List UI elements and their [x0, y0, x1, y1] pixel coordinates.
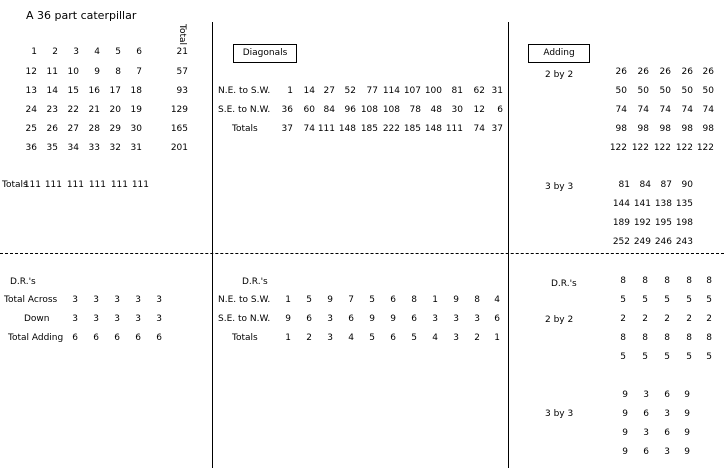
grid-cell: 2 — [52, 47, 58, 57]
dr-left-cell: 3 — [156, 295, 162, 305]
grid-cell: 30 — [130, 124, 142, 134]
dr-right-2by2-cell: 8 — [620, 276, 626, 286]
adding-2by2-cell: 50 — [659, 86, 671, 96]
dr-mid-cell: 9 — [390, 314, 396, 324]
adding-3by3-cell: 195 — [654, 218, 672, 228]
grid-cell: 10 — [67, 67, 79, 77]
adding-2by2-cell: 50 — [681, 86, 693, 96]
adding-2by2-cell: 122 — [631, 143, 649, 153]
grid-cell: 3 — [73, 47, 79, 57]
adding-2by2-cell: 74 — [637, 105, 649, 115]
adding-2by2-cell: 50 — [702, 86, 714, 96]
adding-2by2-cell: 74 — [615, 105, 627, 115]
row-total: 165 — [170, 124, 188, 134]
grid-cell: 20 — [109, 105, 121, 115]
diagonal-row-label: S.E. to N.W. — [218, 105, 271, 115]
dr-left-cell: 6 — [72, 333, 78, 343]
dr-right-2by2-cell: 8 — [686, 333, 692, 343]
adding-3by3-cell: 84 — [639, 180, 651, 190]
dr-left-cell: 3 — [93, 314, 99, 324]
adding-3by3-cell: 138 — [654, 199, 672, 209]
row-total: 201 — [170, 143, 188, 153]
dr-left-heading: D.R.'s — [10, 277, 36, 287]
dr-right-3by3-label: 3 by 3 — [545, 409, 574, 419]
dr-left-cell: 3 — [135, 314, 141, 324]
dr-right-2by2-cell: 5 — [620, 352, 626, 362]
dr-right-2by2-cell: 5 — [664, 352, 670, 362]
diagonal-cell: 60 — [303, 105, 315, 115]
dr-right-2by2-cell: 5 — [642, 295, 648, 305]
diagonal-cell: 6 — [497, 105, 503, 115]
dr-right-heading: D.R.'s — [551, 279, 577, 289]
dr-mid-cell: 9 — [285, 314, 291, 324]
diagonal-row-label: N.E. to S.W. — [218, 86, 271, 96]
grid-cell: 15 — [67, 86, 79, 96]
diagonal-cell: 30 — [451, 105, 463, 115]
dr-mid-cell: 1 — [285, 333, 291, 343]
dr-right-2by2-cell: 8 — [620, 333, 626, 343]
dr-mid-row-label: N.E. to S.W. — [218, 295, 271, 305]
dr-right-3by3-cell: 9 — [684, 428, 690, 438]
adding-2by2-cell: 98 — [615, 124, 627, 134]
dr-mid-cell: 5 — [411, 333, 417, 343]
grid-cell: 11 — [46, 67, 58, 77]
dr-mid-cell: 6 — [411, 314, 417, 324]
divider-left — [212, 22, 213, 468]
diagonal-cell: 114 — [382, 86, 400, 96]
adding-2by2-cell: 122 — [696, 143, 714, 153]
diagonal-cell: 148 — [338, 124, 356, 134]
dr-mid-cell: 4 — [348, 333, 354, 343]
dr-right-2by2-cell: 8 — [642, 276, 648, 286]
adding-3by3-cell: 252 — [612, 237, 630, 247]
col-total: 111 — [66, 180, 84, 190]
diagonal-cell: 74 — [473, 124, 485, 134]
adding-3by3-cell: 141 — [633, 199, 651, 209]
adding-heading: Adding — [528, 44, 590, 63]
dr-mid-cell: 5 — [369, 333, 375, 343]
dr-right-3by3-cell: 3 — [664, 409, 670, 419]
dr-mid-cell: 9 — [369, 314, 375, 324]
diagonal-cell: 81 — [451, 86, 463, 96]
dr-left-row-label: Total Adding — [8, 333, 64, 343]
grid-cell: 27 — [67, 124, 79, 134]
dr-mid-cell: 3 — [474, 314, 480, 324]
dr-right-3by3-cell: 9 — [622, 390, 628, 400]
dr-mid-cell: 8 — [474, 295, 480, 305]
dr-right-2by2-cell: 5 — [706, 352, 712, 362]
adding-3by3-cell: 192 — [633, 218, 651, 228]
grid-cell: 25 — [25, 124, 37, 134]
adding-3by3-cell: 90 — [681, 180, 693, 190]
dr-right-2by2-label: 2 by 2 — [545, 315, 574, 325]
dr-mid-cell: 5 — [306, 295, 312, 305]
row-total: 93 — [176, 86, 188, 96]
dr-mid-row-label: Totals — [232, 333, 258, 343]
dr-mid-cell: 1 — [494, 333, 500, 343]
grid-cell: 24 — [25, 105, 37, 115]
diagonal-cell: 27 — [323, 86, 335, 96]
dr-mid-cell: 3 — [327, 333, 333, 343]
dr-right-2by2-cell: 5 — [706, 295, 712, 305]
adding-2by2-cell: 122 — [675, 143, 693, 153]
grid-cell: 21 — [88, 105, 100, 115]
grid-cell: 7 — [136, 67, 142, 77]
diagonal-cell: 148 — [424, 124, 442, 134]
adding-2by2-cell: 122 — [653, 143, 671, 153]
diagonal-cell: 48 — [430, 105, 442, 115]
dr-mid-cell: 9 — [453, 295, 459, 305]
dr-right-3by3-cell: 9 — [684, 390, 690, 400]
dr-right-2by2-cell: 8 — [664, 333, 670, 343]
diagonal-cell: 78 — [409, 105, 421, 115]
dr-mid-cell: 9 — [327, 295, 333, 305]
adding-2by2-cell: 50 — [637, 86, 649, 96]
diagonal-cell: 52 — [344, 86, 356, 96]
grid-cell: 36 — [25, 143, 37, 153]
grid-cell: 29 — [109, 124, 121, 134]
grid-cell: 22 — [67, 105, 79, 115]
grid-cell: 14 — [46, 86, 58, 96]
col-total: 111 — [131, 180, 149, 190]
adding-2by2-cell: 98 — [637, 124, 649, 134]
col-total: 111 — [110, 180, 128, 190]
diagonal-cell: 100 — [424, 86, 442, 96]
grid-cell: 35 — [46, 143, 58, 153]
dr-left-cell: 6 — [93, 333, 99, 343]
dr-right-2by2-cell: 2 — [620, 314, 626, 324]
grid-cell: 32 — [109, 143, 121, 153]
dr-right-3by3-cell: 6 — [664, 390, 670, 400]
dr-right-3by3-cell: 9 — [622, 409, 628, 419]
adding-3by3-cell: 246 — [654, 237, 672, 247]
col-total: 111 — [23, 180, 41, 190]
grid-cell: 1 — [31, 47, 37, 57]
dr-right-2by2-cell: 5 — [686, 352, 692, 362]
dr-left-cell: 3 — [72, 314, 78, 324]
adding-3by3-cell: 135 — [675, 199, 693, 209]
adding-2by2-cell: 98 — [659, 124, 671, 134]
dr-right-2by2-cell: 5 — [686, 295, 692, 305]
grid-cell: 33 — [88, 143, 100, 153]
diagonal-cell: 108 — [360, 105, 378, 115]
dr-mid-cell: 4 — [494, 295, 500, 305]
diagonal-cell: 37 — [281, 124, 293, 134]
dr-right-3by3-cell: 6 — [643, 447, 649, 457]
adding-3by3-cell: 198 — [675, 218, 693, 228]
dr-right-3by3-cell: 3 — [643, 390, 649, 400]
dr-mid-cell: 4 — [432, 333, 438, 343]
adding-2by2-cell: 50 — [615, 86, 627, 96]
dr-mid-cell: 6 — [306, 314, 312, 324]
diagonal-cell: 37 — [491, 124, 503, 134]
adding-2by2-cell: 74 — [702, 105, 714, 115]
dr-mid-cell: 3 — [453, 314, 459, 324]
grid-cell: 5 — [115, 47, 121, 57]
grid-cell: 18 — [130, 86, 142, 96]
diagonals-heading: Diagonals — [233, 44, 297, 63]
dr-mid-cell: 3 — [327, 314, 333, 324]
adding-3by3-cell: 249 — [633, 237, 651, 247]
dr-mid-cell: 6 — [494, 314, 500, 324]
diagonal-cell: 62 — [473, 86, 485, 96]
dr-mid-cell: 1 — [432, 295, 438, 305]
diagonal-cell: 14 — [303, 86, 315, 96]
adding-3by3-cell: 189 — [612, 218, 630, 228]
dr-right-3by3-cell: 3 — [664, 447, 670, 457]
diagonal-cell: 185 — [403, 124, 421, 134]
dr-mid-cell: 6 — [390, 295, 396, 305]
grid-cell: 12 — [25, 67, 37, 77]
dr-left-cell: 3 — [114, 314, 120, 324]
dr-right-3by3-cell: 9 — [684, 409, 690, 419]
adding-2by2-cell: 98 — [681, 124, 693, 134]
dr-left-cell: 3 — [93, 295, 99, 305]
grid-cell: 9 — [94, 67, 100, 77]
divider-dashed — [0, 253, 724, 254]
dr-mid-row-label: S.E. to N.W. — [218, 314, 271, 324]
diagonal-cell: 111 — [445, 124, 463, 134]
col-total: 111 — [44, 180, 62, 190]
dr-right-3by3-cell: 3 — [643, 428, 649, 438]
dr-right-3by3-cell: 9 — [622, 447, 628, 457]
dr-left-cell: 6 — [135, 333, 141, 343]
dr-right-2by2-cell: 5 — [664, 295, 670, 305]
adding-3by3-label: 3 by 3 — [545, 182, 574, 192]
adding-2by2-cell: 74 — [681, 105, 693, 115]
grid-cell: 16 — [88, 86, 100, 96]
dr-right-2by2-cell: 5 — [642, 352, 648, 362]
dr-right-2by2-cell: 2 — [642, 314, 648, 324]
diagonal-cell: 222 — [382, 124, 400, 134]
total-column-header: Total — [177, 24, 187, 46]
adding-2by2-cell: 122 — [609, 143, 627, 153]
row-total: 21 — [176, 47, 188, 57]
adding-3by3-cell: 144 — [612, 199, 630, 209]
dr-mid-cell: 8 — [411, 295, 417, 305]
grid-cell: 4 — [94, 47, 100, 57]
grid-cell: 28 — [88, 124, 100, 134]
col-total: 111 — [88, 180, 106, 190]
row-total: 57 — [176, 67, 188, 77]
diagonal-cell: 77 — [366, 86, 378, 96]
diagonal-cell: 12 — [473, 105, 485, 115]
adding-2by2-cell: 26 — [702, 67, 714, 77]
diagonal-cell: 107 — [403, 86, 421, 96]
dr-right-2by2-cell: 8 — [664, 276, 670, 286]
diagonal-cell: 111 — [317, 124, 335, 134]
dr-left-cell: 3 — [114, 295, 120, 305]
dr-mid-cell: 2 — [306, 333, 312, 343]
divider-right — [508, 22, 509, 468]
diagonal-cell: 84 — [323, 105, 335, 115]
diagonal-cell: 96 — [344, 105, 356, 115]
dr-mid-cell: 1 — [285, 295, 291, 305]
diagonal-cell: 185 — [360, 124, 378, 134]
dr-right-2by2-cell: 8 — [706, 276, 712, 286]
dr-left-cell: 3 — [135, 295, 141, 305]
dr-right-2by2-cell: 5 — [620, 295, 626, 305]
dr-right-2by2-cell: 8 — [686, 276, 692, 286]
dr-mid-cell: 3 — [453, 333, 459, 343]
grid-cell: 19 — [130, 105, 142, 115]
dr-right-3by3-cell: 6 — [664, 428, 670, 438]
adding-2by2-cell: 74 — [659, 105, 671, 115]
dr-left-cell: 6 — [156, 333, 162, 343]
dr-right-2by2-cell: 2 — [664, 314, 670, 324]
diagonal-cell: 1 — [287, 86, 293, 96]
diagonal-cell: 108 — [382, 105, 400, 115]
dr-right-3by3-cell: 9 — [622, 428, 628, 438]
adding-2by2-cell: 98 — [702, 124, 714, 134]
dr-right-3by3-cell: 9 — [684, 447, 690, 457]
dr-right-2by2-cell: 2 — [706, 314, 712, 324]
dr-left-row-label: Down — [24, 314, 50, 324]
dr-mid-cell: 2 — [474, 333, 480, 343]
adding-2by2-cell: 26 — [681, 67, 693, 77]
grid-cell: 17 — [109, 86, 121, 96]
grid-cell: 8 — [115, 67, 121, 77]
dr-left-cell: 3 — [156, 314, 162, 324]
dr-mid-cell: 7 — [348, 295, 354, 305]
diagonal-cell: 74 — [303, 124, 315, 134]
grid-cell: 26 — [46, 124, 58, 134]
dr-right-2by2-cell: 8 — [706, 333, 712, 343]
grid-cell: 31 — [130, 143, 142, 153]
adding-2by2-cell: 26 — [637, 67, 649, 77]
dr-mid-cell: 6 — [390, 333, 396, 343]
dr-left-cell: 3 — [72, 295, 78, 305]
col-totals-label: Totals — [2, 180, 28, 190]
adding-3by3-cell: 87 — [660, 180, 672, 190]
page-title: A 36 part caterpillar — [26, 9, 137, 22]
adding-2by2-cell: 26 — [659, 67, 671, 77]
dr-mid-cell: 6 — [348, 314, 354, 324]
dr-mid-cell: 3 — [432, 314, 438, 324]
adding-3by3-cell: 81 — [618, 180, 630, 190]
adding-2by2-cell: 26 — [615, 67, 627, 77]
dr-mid-heading: D.R.'s — [242, 277, 268, 287]
grid-cell: 6 — [136, 47, 142, 57]
grid-cell: 34 — [67, 143, 79, 153]
dr-mid-cell: 5 — [369, 295, 375, 305]
dr-right-2by2-cell: 8 — [642, 333, 648, 343]
adding-2by2-label: 2 by 2 — [545, 70, 574, 80]
diagonal-cell: 36 — [281, 105, 293, 115]
row-total: 129 — [170, 105, 188, 115]
grid-cell: 13 — [25, 86, 37, 96]
grid-cell: 23 — [46, 105, 58, 115]
dr-right-3by3-cell: 6 — [643, 409, 649, 419]
diagonal-row-label: Totals — [232, 124, 258, 134]
adding-3by3-cell: 243 — [675, 237, 693, 247]
dr-left-row-label: Total Across — [4, 295, 58, 305]
diagonal-cell: 31 — [491, 86, 503, 96]
dr-right-2by2-cell: 2 — [686, 314, 692, 324]
dr-left-cell: 6 — [114, 333, 120, 343]
